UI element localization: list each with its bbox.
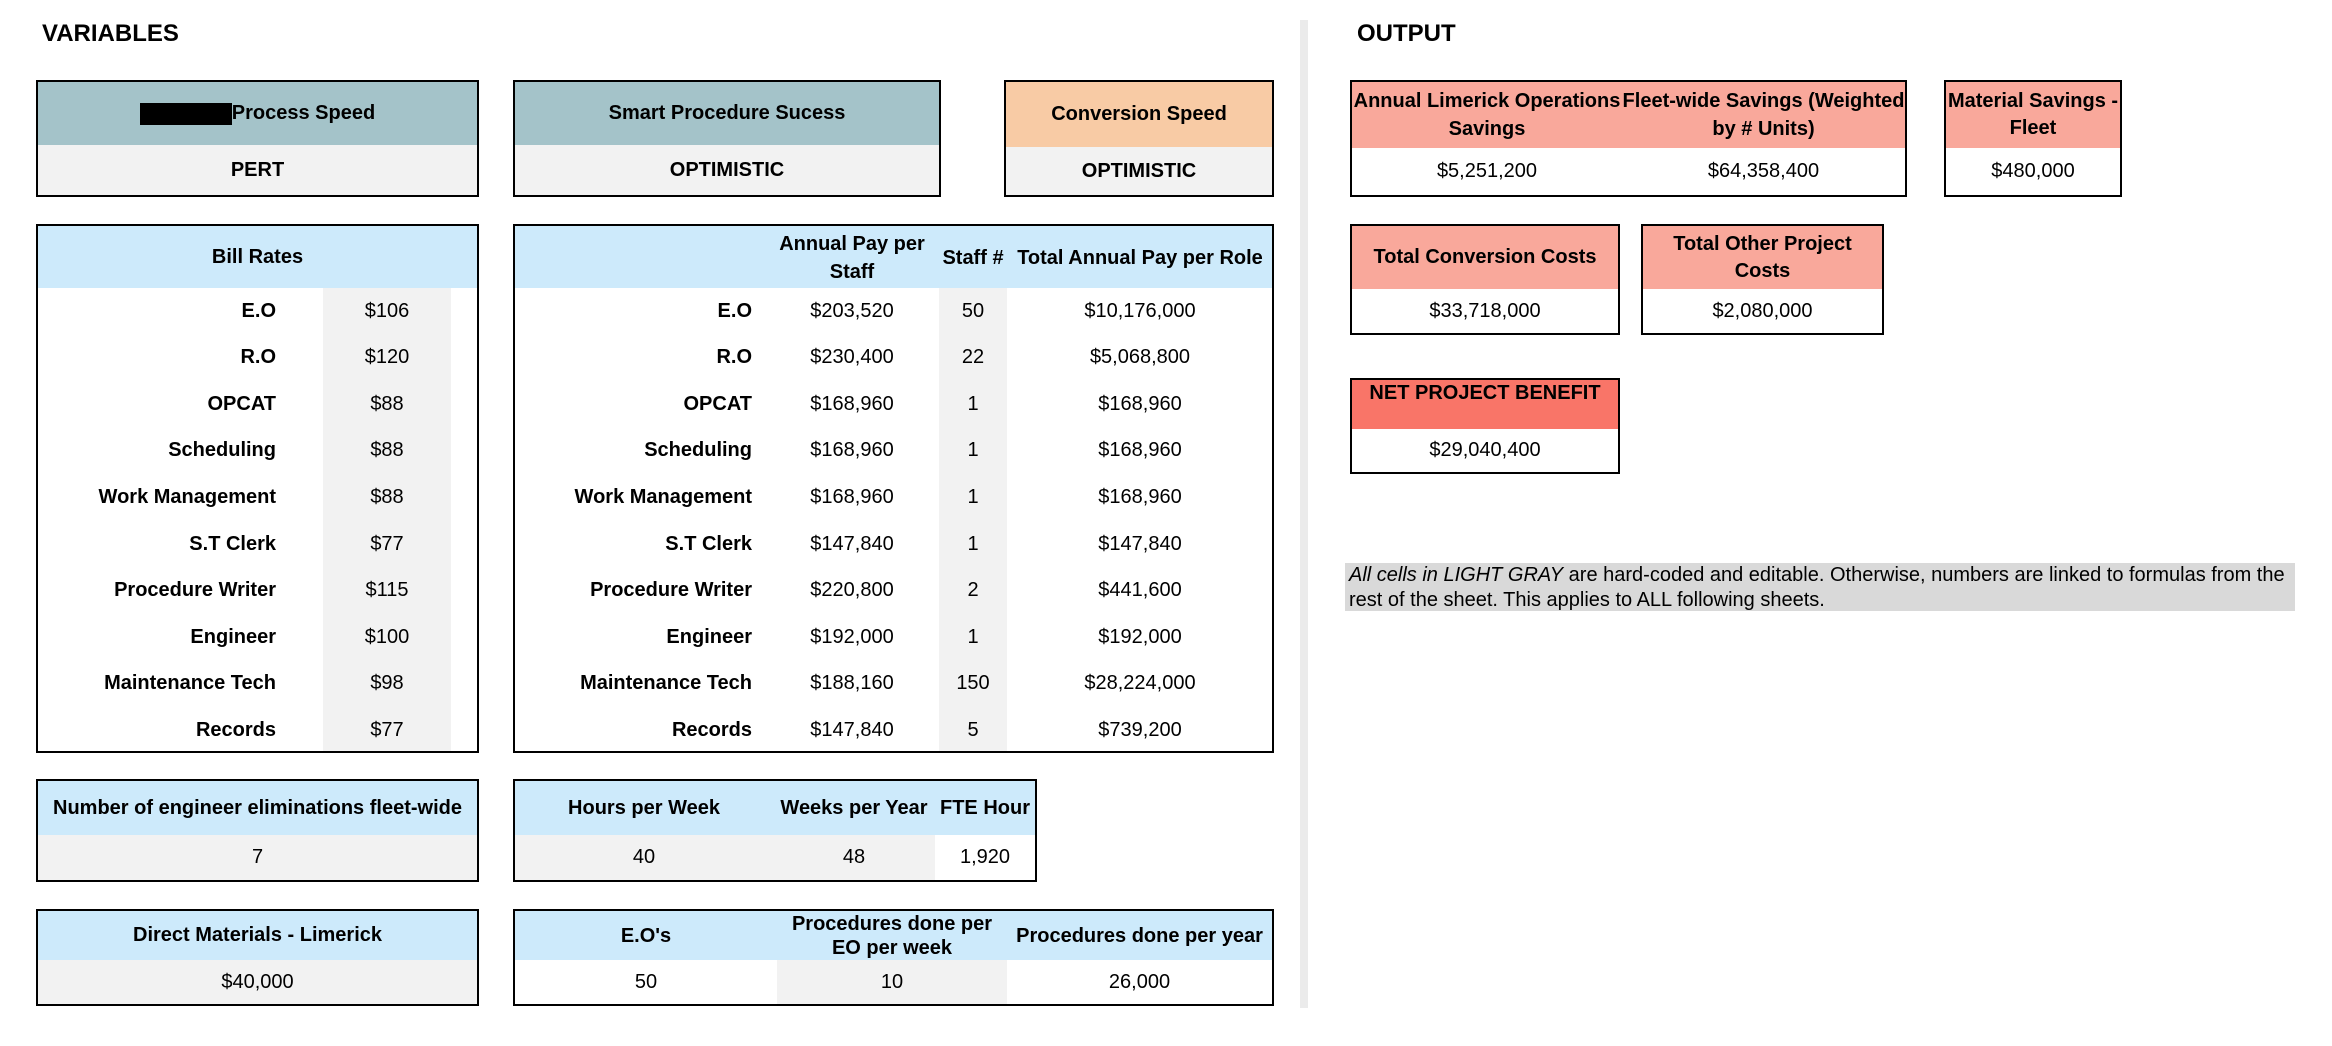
note-text: are hard-coded and editable. Otherwise, numbers are linked to formulas from the rest of the sheet. This applies to ALL following sheets. xyxy=(1349,564,2285,611)
bill-rate-role: Engineer xyxy=(190,625,276,648)
col-staff-count: Staff # xyxy=(942,247,1004,269)
annual-pay-value: $192,000 xyxy=(810,625,894,648)
annual-pay-value: $168,960 xyxy=(810,485,894,508)
annual-pay-value: $147,840 xyxy=(810,532,894,555)
direct-materials-label: Direct Materials - Limerick xyxy=(38,911,477,960)
engineer-elim-box xyxy=(36,779,479,882)
engineer-elim-value[interactable]: 7 xyxy=(38,835,477,880)
bill-rate-value[interactable]: $120 xyxy=(364,346,410,369)
conversion-costs-label: Total Conversion Costs xyxy=(1352,226,1618,289)
total-pay-value: $441,600 xyxy=(1098,579,1182,602)
process-speed-label: Process Speed xyxy=(231,102,376,124)
limerick-savings-value: $5,251,200 xyxy=(1436,160,1538,182)
conversion-speed-box xyxy=(1004,80,1274,197)
col-weeks-per-year: Weeks per Year xyxy=(780,797,928,819)
bill-rate-role: Work Management xyxy=(98,485,276,508)
annual-pay-value: $147,840 xyxy=(810,718,894,741)
staff-role-label: Work Management xyxy=(574,485,752,508)
staff-role-label: S.T Clerk xyxy=(665,532,752,555)
staff-role-label: Records xyxy=(671,718,752,741)
smart-procedure-box xyxy=(513,80,941,197)
bill-rate-role: Maintenance Tech xyxy=(104,672,276,695)
conversion-costs-value: $33,718,000 xyxy=(1429,299,1541,322)
material-savings-label: Material Savings - Fleet xyxy=(1946,82,2120,148)
note-italic: All cells in LIGHT GRAY xyxy=(1349,564,1564,586)
procedures-per-year-value: 26,000 xyxy=(1108,970,1171,993)
staff-count-value[interactable]: 150 xyxy=(956,672,990,695)
staff-count-value[interactable]: 50 xyxy=(961,299,985,322)
net-benefit-label: NET PROJECT BENEFIT xyxy=(1352,380,1618,429)
bill-rate-role: R.O xyxy=(240,346,276,369)
procedures-per-week-value[interactable]: 10 xyxy=(777,960,1007,1004)
direct-materials-box xyxy=(36,909,479,1006)
staff-pay-table xyxy=(513,224,1274,753)
other-costs-label: Total Other Project Costs xyxy=(1643,226,1882,289)
smart-procedure-value[interactable]: OPTIMISTIC xyxy=(515,145,939,195)
staff-count-value[interactable]: 1 xyxy=(967,625,979,648)
fte-hour-value: 1,920 xyxy=(959,846,1011,868)
bill-rate-role: E.O xyxy=(241,299,276,322)
hours-box xyxy=(513,779,1037,882)
col-annual-pay: Annual Pay per Staff xyxy=(779,233,925,283)
bill-rate-value[interactable]: $98 xyxy=(370,672,404,695)
engineer-elim-label: Number of engineer eliminations fleet-wide xyxy=(38,781,477,835)
staff-role-label: Engineer xyxy=(666,625,752,648)
annual-pay-value: $168,960 xyxy=(810,439,894,462)
annual-pay-value: $230,400 xyxy=(810,346,894,369)
staff-role-label: R.O xyxy=(716,346,752,369)
bill-rates-table xyxy=(36,224,479,753)
conversion-costs-box xyxy=(1350,224,1620,335)
staff-role-label: Maintenance Tech xyxy=(580,672,752,695)
col-total-annual-pay: Total Annual Pay per Role xyxy=(1017,247,1263,269)
limerick-savings-label: Annual Limerick Operations Savings xyxy=(1353,90,1621,140)
savings-box xyxy=(1350,80,1907,197)
other-costs-box xyxy=(1641,224,1884,335)
bill-rate-role: Procedure Writer xyxy=(114,579,276,602)
other-costs-value: $2,080,000 xyxy=(1712,299,1813,322)
staff-count-value[interactable]: 1 xyxy=(967,532,979,555)
staff-count-value[interactable]: 5 xyxy=(967,718,979,741)
bill-rate-role: OPCAT xyxy=(207,392,276,415)
total-pay-value: $168,960 xyxy=(1098,439,1182,462)
smart-procedure-label: Smart Procedure Sucess xyxy=(515,82,939,145)
annual-pay-value: $168,960 xyxy=(810,392,894,415)
total-pay-value: $739,200 xyxy=(1098,718,1182,741)
bill-rate-value[interactable]: $77 xyxy=(370,532,404,555)
annual-pay-value: $203,520 xyxy=(810,299,894,322)
process-speed-box xyxy=(36,80,479,197)
bill-rate-value[interactable]: $88 xyxy=(370,392,404,415)
staff-count-value[interactable]: 1 xyxy=(967,485,979,508)
col-fte-hour: FTE Hour xyxy=(940,797,1030,819)
staff-count-value[interactable]: 22 xyxy=(961,346,985,369)
direct-materials-value[interactable]: $40,000 xyxy=(38,960,477,1004)
fleet-savings-value: $64,358,400 xyxy=(1707,160,1820,182)
total-pay-value: $28,224,000 xyxy=(1084,672,1196,695)
process-speed-header xyxy=(38,82,477,145)
total-pay-value: $192,000 xyxy=(1098,625,1182,648)
eos-value: 50 xyxy=(634,970,658,993)
section-divider xyxy=(1300,20,1308,1008)
annual-pay-value: $220,800 xyxy=(810,579,894,602)
hours-per-week-value[interactable]: 40 xyxy=(515,835,773,880)
bill-rates-header: Bill Rates xyxy=(38,226,477,288)
total-pay-value: $168,960 xyxy=(1098,392,1182,415)
total-pay-value: $10,176,000 xyxy=(1084,299,1196,322)
procedures-box xyxy=(513,909,1274,1006)
bill-rate-role: Records xyxy=(195,718,276,741)
fleet-savings-label: Fleet-wide Savings (Weighted by # Units) xyxy=(1622,90,1905,140)
bill-rate-value[interactable]: $100 xyxy=(364,625,410,648)
material-savings-box xyxy=(1944,80,2122,197)
conversion-speed-label: Conversion Speed xyxy=(1006,82,1272,147)
staff-role-label: Procedure Writer xyxy=(590,579,752,602)
bill-rate-value[interactable]: $106 xyxy=(364,299,410,322)
col-procedures-per-week: Procedures done per EO per week xyxy=(791,912,993,959)
bill-rate-role: S.T Clerk xyxy=(189,532,276,555)
bill-rate-value[interactable]: $77 xyxy=(370,718,404,741)
redaction-bar xyxy=(140,103,232,125)
variables-title: VARIABLES xyxy=(42,20,179,47)
weeks-per-year-value[interactable]: 48 xyxy=(773,835,935,880)
bill-rate-value[interactable]: $88 xyxy=(370,439,404,462)
staff-role-label: E.O xyxy=(717,299,752,322)
net-benefit-box xyxy=(1350,378,1620,474)
total-pay-value: $5,068,800 xyxy=(1089,346,1191,369)
staff-role-label: OPCAT xyxy=(683,392,752,415)
net-benefit-value: $29,040,400 xyxy=(1429,439,1541,461)
staff-count-value[interactable]: 1 xyxy=(967,392,979,415)
staff-role-label: Scheduling xyxy=(644,439,752,462)
editable-cells-note xyxy=(1345,563,2295,611)
bill-rate-role: Scheduling xyxy=(168,439,276,462)
staff-count-value[interactable]: 1 xyxy=(967,439,979,462)
col-eos: E.O's xyxy=(620,924,672,947)
process-speed-value[interactable]: PERT xyxy=(38,145,477,195)
col-procedures-per-year: Procedures done per year xyxy=(1016,924,1263,947)
bill-rate-value[interactable]: $115 xyxy=(365,579,409,602)
annual-pay-value: $188,160 xyxy=(810,672,894,695)
output-title: OUTPUT xyxy=(1357,20,1456,47)
total-pay-value: $168,960 xyxy=(1098,485,1182,508)
material-savings-value: $480,000 xyxy=(1991,160,2075,182)
col-hours-per-week: Hours per Week xyxy=(568,797,720,819)
staff-count-value[interactable]: 2 xyxy=(967,579,979,602)
bill-rate-value[interactable]: $88 xyxy=(370,485,404,508)
total-pay-value: $147,840 xyxy=(1098,532,1182,555)
conversion-speed-value[interactable]: OPTIMISTIC xyxy=(1006,147,1272,195)
